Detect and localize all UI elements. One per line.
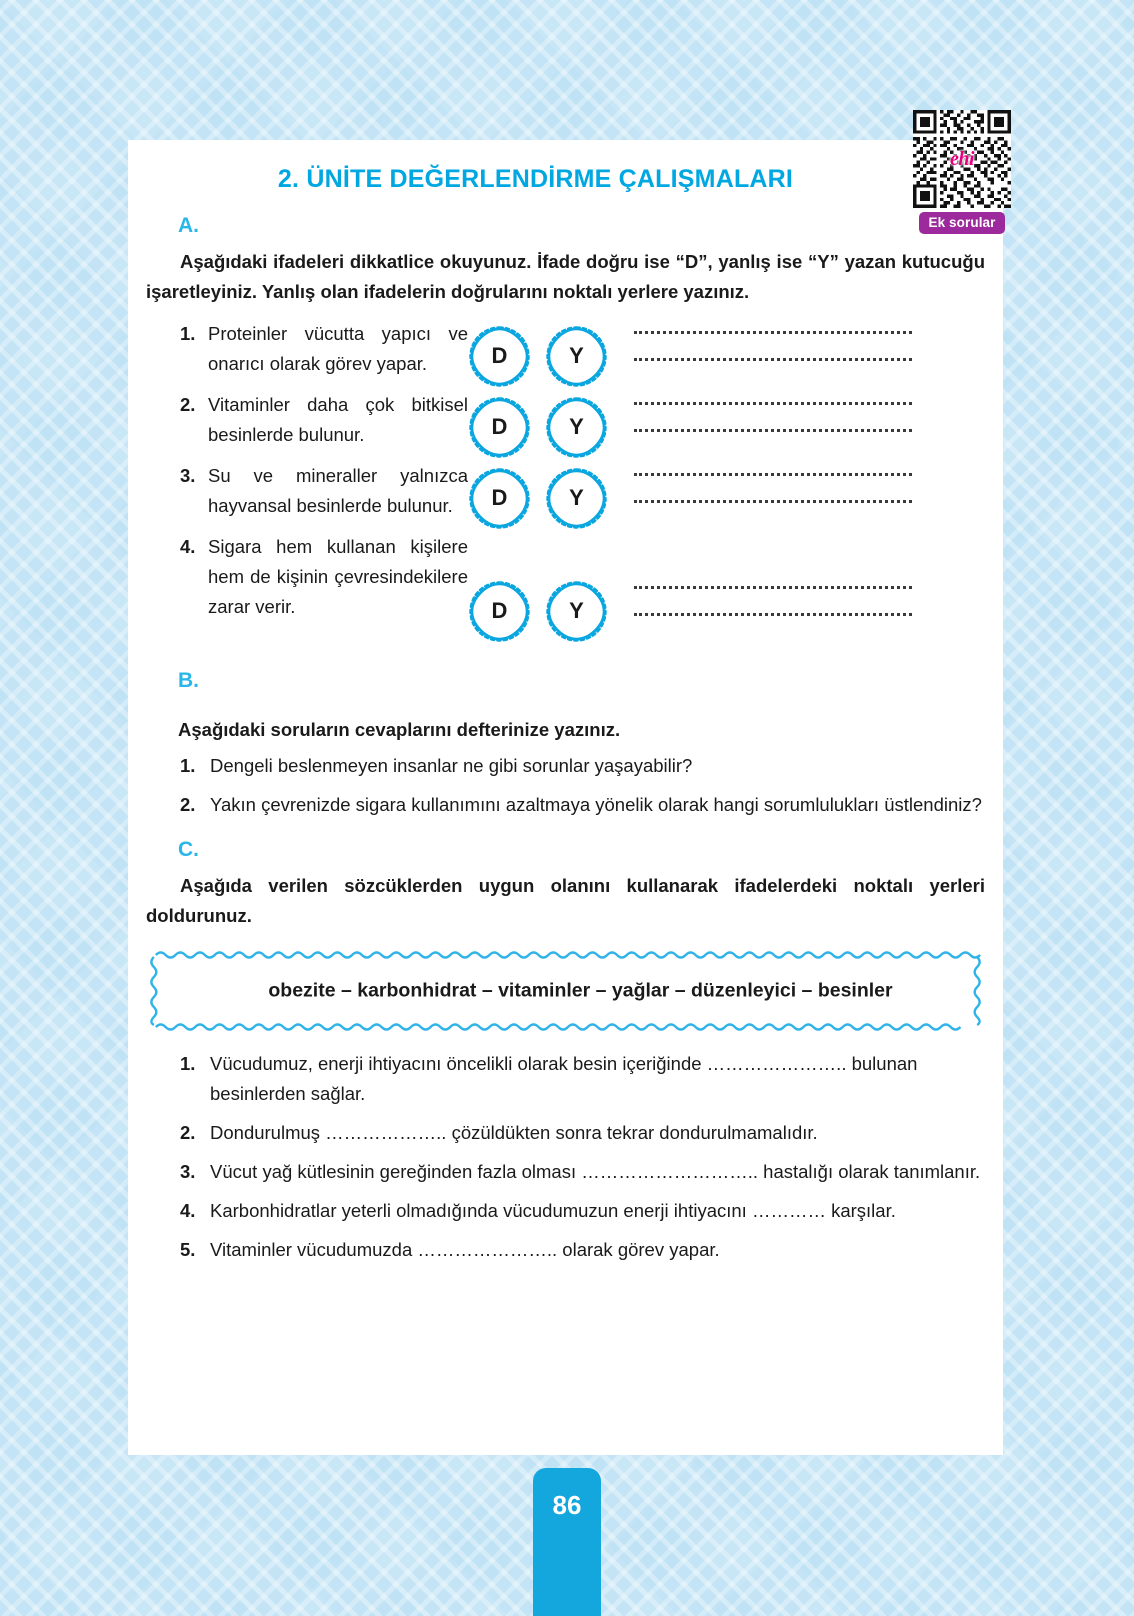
qr-code-icon[interactable]	[913, 110, 1011, 208]
statement-text: Su ve mineraller yalnızca hayvansal besinlerde bulunur.	[208, 464, 468, 516]
item-text: Dengeli beslenmeyen insanlar ne gibi sorunlar yaşayabilir?	[210, 754, 693, 776]
statement-text: Sigara hem kullanan kişilere hem de kişinin çevresindekilere zarar verir.	[208, 535, 468, 617]
option-yanlis-label: Y	[569, 414, 584, 440]
dotted-answer-line[interactable]	[634, 613, 912, 616]
dotted-answer-line[interactable]	[634, 586, 912, 589]
item-number: 2.	[180, 793, 196, 815]
list-item	[138, 790, 993, 820]
statement-row	[138, 461, 993, 530]
true-false-options	[468, 319, 620, 388]
true-false-options	[468, 532, 620, 643]
dotted-answer-line[interactable]	[634, 429, 912, 432]
item-number: 2.	[180, 1121, 196, 1143]
statement-row	[138, 319, 993, 388]
option-dogru-badge[interactable]	[468, 467, 531, 530]
list-item	[138, 1235, 993, 1265]
item-text: Vücut yağ kütlesinin gereğinden fazla olması ……………………….. hastalığı olarak tanımlanır.	[210, 1160, 981, 1182]
option-yanlis-badge[interactable]	[545, 396, 608, 459]
item-text: Dondurulmuş ……………….. çözüldükten sonra tekrar dondurulmamalıdır.	[210, 1121, 818, 1143]
option-yanlis-label: Y	[569, 485, 584, 511]
item-text: Vitaminler vücudumuzda ………………….. olarak görev yapar.	[210, 1238, 720, 1260]
section-letter-c: C.	[178, 837, 199, 861]
item-text: Yakın çevrenizde sigara kullanımını azaltmaya yönelik olarak hangi sorumlulukları üstlendiniz?	[210, 793, 982, 815]
statement-number: 4.	[180, 535, 196, 557]
true-false-options	[468, 390, 620, 459]
statement-row	[138, 390, 993, 459]
statement-text-block	[138, 532, 468, 622]
option-yanlis-badge[interactable]	[545, 467, 608, 530]
section-a-statement-list	[138, 319, 993, 643]
list-item	[138, 1118, 993, 1148]
option-dogru-badge[interactable]	[468, 325, 531, 388]
statement-number: 1.	[180, 322, 196, 344]
option-dogru-label: D	[491, 485, 508, 511]
statement-text: Vitaminler daha çok bitkisel besinlerde bulunur.	[208, 393, 468, 445]
statement-text-block	[138, 390, 468, 450]
option-yanlis-badge[interactable]	[545, 325, 608, 388]
list-item	[138, 1157, 993, 1187]
statement-text-block	[138, 319, 468, 379]
option-yanlis-label: Y	[569, 343, 584, 369]
option-yanlis-badge[interactable]	[545, 580, 608, 643]
option-yanlis-label: Y	[569, 598, 584, 624]
statement-number: 3.	[180, 464, 196, 486]
dotted-answer-line[interactable]	[634, 473, 912, 476]
qr-block	[910, 110, 1014, 234]
section-b-question-list	[138, 751, 993, 820]
section-c-instructions: Aşağıda verilen sözcüklerden uygun olanını kullanarak ifadelerdeki noktalı yerleri doldurunuz.	[146, 874, 985, 926]
dotted-answer-line[interactable]	[634, 358, 912, 361]
dotted-answer-line[interactable]	[634, 402, 912, 405]
item-number: 5.	[180, 1238, 196, 1260]
ek-sorular-badge[interactable]: Ek sorular	[919, 212, 1004, 234]
statement-text-block	[138, 461, 468, 521]
item-number: 1.	[180, 1052, 196, 1074]
list-item	[138, 1049, 993, 1109]
section-b-instructions: Aşağıdaki soruların cevaplarını defterinize yazınız.	[178, 718, 621, 740]
answer-dotted-lines[interactable]	[620, 319, 993, 361]
item-text: Karbonhidratlar yeterli olmadığında vücudumuzun enerji ihtiyacını ………… karşılar.	[210, 1199, 896, 1221]
option-dogru-badge[interactable]	[468, 580, 531, 643]
item-number: 1.	[180, 754, 196, 776]
page-title: 2. ÜNİTE DEĞERLENDİRME ÇALIŞMALARI	[277, 165, 794, 193]
option-dogru-label: D	[491, 598, 508, 624]
option-dogru-label: D	[491, 414, 508, 440]
item-number: 4.	[180, 1199, 196, 1221]
dotted-answer-line[interactable]	[634, 331, 912, 334]
statement-text: Proteinler vücutta yapıcı ve onarıcı olarak görev yapar.	[208, 322, 468, 374]
section-letter-a: A.	[178, 214, 199, 237]
statement-row	[138, 532, 993, 643]
dotted-answer-line[interactable]	[634, 500, 912, 503]
page-content	[128, 140, 1003, 1455]
answer-dotted-lines[interactable]	[620, 532, 993, 616]
section-a-instructions: Aşağıdaki ifadeleri dikkatlice okuyunuz. İfade doğru ise “D”, yanlış ise “Y” yazan kutucuğu işaretleyiniz. Yanlış olan ifadelerin doğrularını noktalı yerlere yazınız.	[146, 251, 985, 302]
list-item	[138, 751, 993, 781]
answer-dotted-lines[interactable]	[620, 390, 993, 432]
item-text: Vücudumuz, enerji ihtiyacını öncelikli olarak besin içeriğinde ………………….. bulunan besinlerden sağlar.	[210, 1052, 918, 1104]
page-number-badge: 86	[533, 1468, 601, 1616]
true-false-options	[468, 461, 620, 530]
qr-brand-logo: ehi	[949, 148, 975, 170]
answer-dotted-lines[interactable]	[620, 461, 993, 503]
statement-number: 2.	[180, 393, 196, 415]
word-bank-box	[146, 949, 985, 1033]
item-number: 3.	[180, 1160, 196, 1182]
section-letter-b: B.	[178, 668, 199, 692]
option-dogru-badge[interactable]	[468, 396, 531, 459]
word-bank-text: obezite – karbonhidrat – vitaminler – yağlar – düzenleyici – besinler	[268, 979, 893, 1002]
option-dogru-label: D	[491, 343, 508, 369]
section-c-fill-in-list	[138, 1049, 993, 1265]
list-item	[138, 1196, 993, 1226]
